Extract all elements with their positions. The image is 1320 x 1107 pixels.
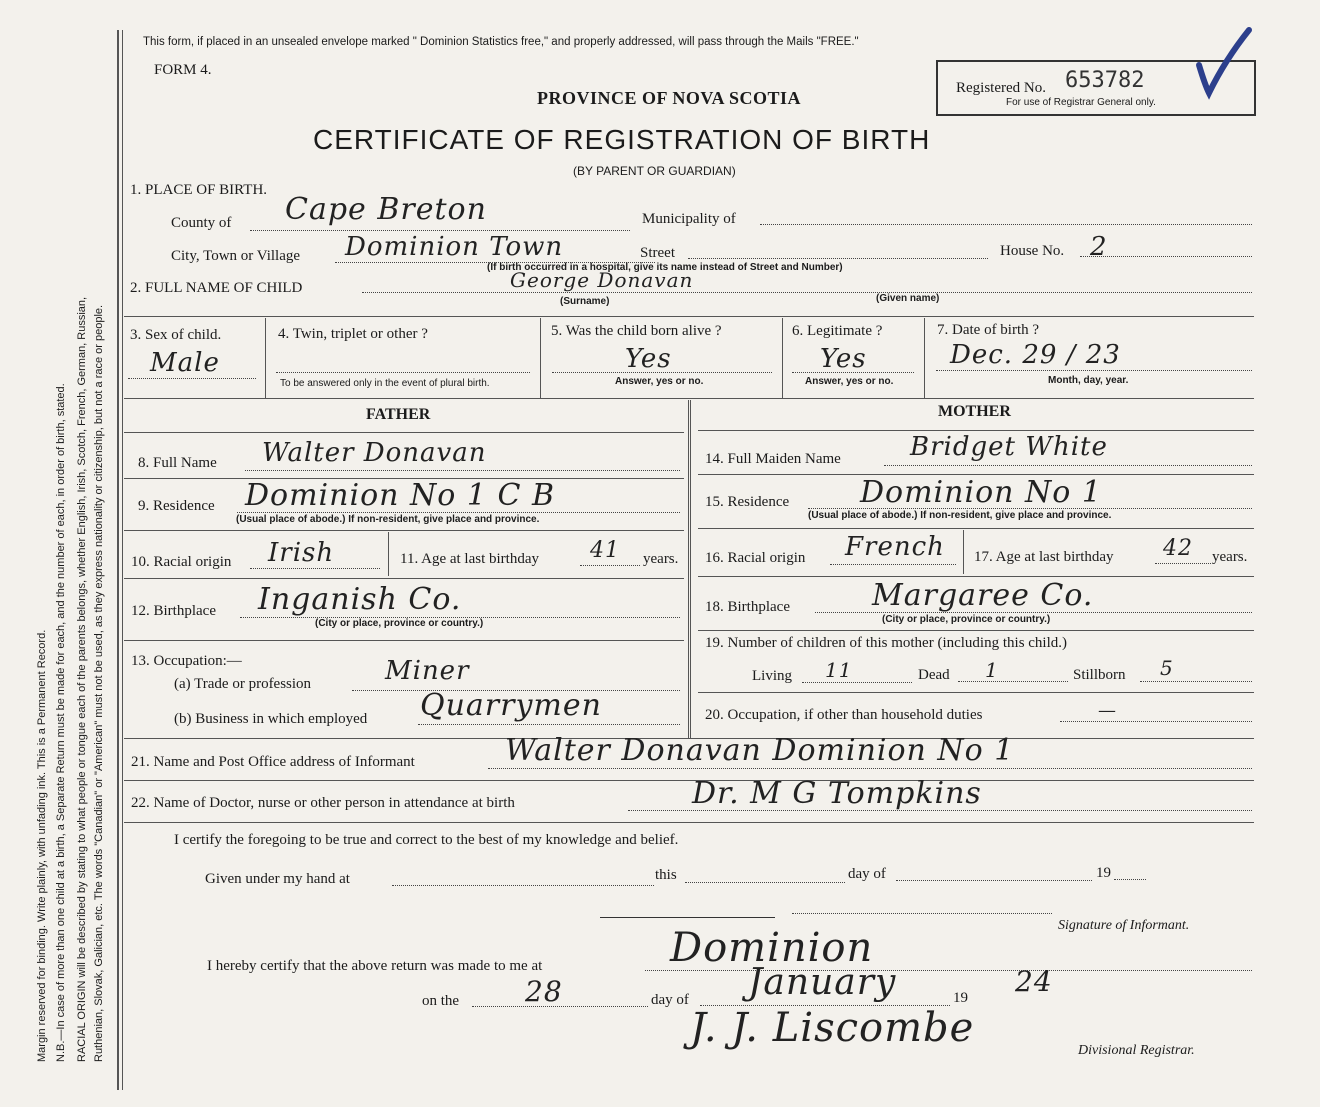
month-value: January [748, 962, 897, 1003]
twin-label: 4. Twin, triplet or other ? [278, 326, 428, 342]
registrar-note: For use of Registrar General only. [1006, 97, 1156, 108]
return-place-value: Dominion [670, 925, 874, 971]
mother-age-value: 42 [1163, 536, 1193, 561]
given-name-note: (Given name) [876, 293, 940, 304]
twin-note: To be answered only in the event of plural birth. [280, 378, 490, 389]
mother-age-label: 17. Age at last birthday [974, 549, 1114, 565]
mother-occupation-label: 20. Occupation, if other than household duties [705, 707, 983, 723]
father-business-label: (b) Business in which employed [174, 711, 368, 727]
mother-race-label: 16. Racial origin [705, 550, 806, 566]
informant-value: Walter Donavan Dominion No 1 [505, 733, 1015, 768]
living-value: 11 [825, 658, 853, 682]
father-heading: FATHER [366, 406, 431, 423]
father-age-label: 11. Age at last birthday [400, 551, 539, 567]
dob-label: 7. Date of birth ? [937, 322, 1040, 338]
legitimate-value: Yes [820, 344, 867, 374]
father-age-value: 41 [590, 538, 620, 563]
mother-heading: MOTHER [938, 403, 1011, 420]
registrar-signature: J. J. Liscombe [690, 1005, 975, 1051]
father-race-label: 10. Racial origin [131, 554, 232, 570]
day-of-label: day of [848, 866, 886, 882]
mother-race-value: French [845, 532, 945, 562]
mother-birthplace-note: (City or place, province or country.) [882, 614, 1051, 625]
municipality-label: Municipality of [642, 211, 736, 227]
father-residence-note: (Usual place of abode.) If non-resident, give place and province. [236, 514, 540, 525]
hospital-note: (If birth occurred in a hospital, give its name instead of Street and Number) [487, 262, 843, 273]
registered-number: 653782 [1065, 68, 1145, 93]
surname-note: (Surname) [560, 296, 610, 307]
informant-signature-label: Signature of Informant. [1058, 918, 1190, 933]
father-name-label: 8. Full Name [138, 455, 217, 471]
this-label: this [655, 867, 677, 883]
margin-rule [117, 30, 119, 1090]
mother-residence-label: 15. Residence [705, 494, 790, 510]
year-label: 19 [1096, 865, 1111, 881]
on-the-label: on the [422, 993, 460, 1009]
legitimate-note: Answer, yes or no. [805, 376, 894, 387]
return-made-label: I hereby certify that the above return was made to me at [207, 958, 543, 974]
day-of-label-2: day of [651, 992, 689, 1008]
mother-residence-note: (Usual place of abode.) If non-resident, give place and province. [808, 510, 1112, 521]
house-label: House No. [1000, 243, 1065, 259]
mail-note: This form, if placed in an unsealed envelope marked " Dominion Statistics free," and properly addressed, will pass through the Mails "FREE." [143, 36, 859, 48]
margin-instruction-binding: Margin reserved for binding. Write plainly, with unfading ink. This is a Permanent Record. [36, 629, 48, 1062]
form-number: FORM 4. [154, 62, 212, 78]
certificate-title: CERTIFICATE OF REGISTRATION OF BIRTH [313, 124, 931, 155]
father-birthplace-value: Inganish Co. [258, 582, 462, 617]
father-occupation-label: 13. Occupation:— [131, 653, 242, 669]
living-label: Living [752, 668, 792, 684]
father-birthplace-label: 12. Birthplace [131, 603, 216, 619]
dob-value: Dec. 29 / 23 [950, 340, 1121, 370]
margin-instruction-racial-origin-cont: Ruthenian, Slovak, Galician, etc. The words "Canadian" or "American" must not be used, as they express nationality or citizenship, but not a race or people. [93, 304, 105, 1062]
margin-instruction-multiple-births: N.B.—In case of more than one child at a birth, a Separate Return must be made for each, and the number of each, in order of birth, stated. [55, 383, 67, 1062]
dead-label: Dead [918, 667, 950, 683]
mother-birthplace-label: 18. Birthplace [705, 599, 790, 615]
mother-occupation-value: — [1098, 700, 1117, 721]
city-label: City, Town or Village [171, 248, 301, 264]
father-residence-label: 9. Residence [138, 498, 215, 514]
divisional-registrar-label: Divisional Registrar. [1078, 1043, 1195, 1058]
street-label: Street [640, 245, 675, 261]
child-name-value: George Donavan [510, 268, 694, 292]
sex-label: 3. Sex of child. [130, 327, 222, 343]
registered-label: Registered No. [956, 80, 1046, 96]
stillborn-label: Stillborn [1073, 667, 1126, 683]
margin-rule-inner [122, 30, 123, 1090]
year-value-2: 24 [1015, 965, 1053, 998]
province-heading: PROVINCE OF NOVA SCOTIA [537, 88, 802, 108]
father-years-label: years. [643, 551, 679, 567]
city-value: Dominion Town [345, 232, 564, 262]
county-value: Cape Breton [285, 192, 487, 227]
certificate-subtitle: (BY PARENT OR GUARDIAN) [573, 164, 736, 178]
informant-label: 21. Name and Post Office address of Informant [131, 754, 415, 770]
doctor-value: Dr. M G Tompkins [692, 776, 982, 811]
child-name-label: 2. FULL NAME OF CHILD [130, 280, 303, 296]
father-name-value: Walter Donavan [262, 438, 487, 468]
checkmark-icon [1195, 25, 1255, 100]
father-business-value: Quarrymen [420, 688, 602, 723]
day-value: 28 [525, 975, 563, 1008]
place-of-birth-heading: 1. PLACE OF BIRTH. [130, 182, 268, 198]
house-value: 2 [1090, 232, 1108, 262]
legitimate-label: 6. Legitimate ? [792, 323, 883, 339]
margin-instruction-racial-origin: RACIAL ORIGIN will be described by stating to what people or tongue each of the parents belongs, whether English, Irish, Scotch, French, German, Russian, [76, 296, 88, 1062]
dead-value: 1 [985, 658, 999, 682]
father-trade-value: Miner [385, 656, 470, 686]
father-trade-label: (a) Trade or profession [174, 676, 312, 692]
county-label: County of [171, 215, 232, 231]
father-residence-value: Dominion No 1 C B [245, 478, 555, 513]
sex-value: Male [150, 348, 220, 378]
father-birthplace-note: (City or place, province or country.) [315, 618, 484, 629]
born-alive-note: Answer, yes or no. [615, 376, 704, 387]
stillborn-value: 5 [1160, 656, 1174, 680]
mother-birthplace-value: Margaree Co. [872, 578, 1094, 613]
year-label-2: 19 [953, 990, 968, 1006]
born-alive-label: 5. Was the child born alive ? [551, 323, 722, 339]
given-under-label: Given under my hand at [205, 871, 350, 887]
mother-name-value: Bridget White [910, 432, 1108, 462]
children-count-label: 19. Number of children of this mother (including this child.) [705, 635, 1068, 651]
mother-years-label: years. [1212, 549, 1248, 565]
father-race-value: Irish [268, 538, 335, 568]
dob-note: Month, day, year. [1048, 375, 1129, 386]
certify-statement: I certify the foregoing to be true and correct to the best of my knowledge and belief. [174, 832, 679, 848]
mother-residence-value: Dominion No 1 [860, 475, 1102, 510]
mother-name-label: 14. Full Maiden Name [705, 451, 841, 467]
doctor-label: 22. Name of Doctor, nurse or other person in attendance at birth [131, 795, 515, 811]
born-alive-value: Yes [625, 344, 672, 374]
